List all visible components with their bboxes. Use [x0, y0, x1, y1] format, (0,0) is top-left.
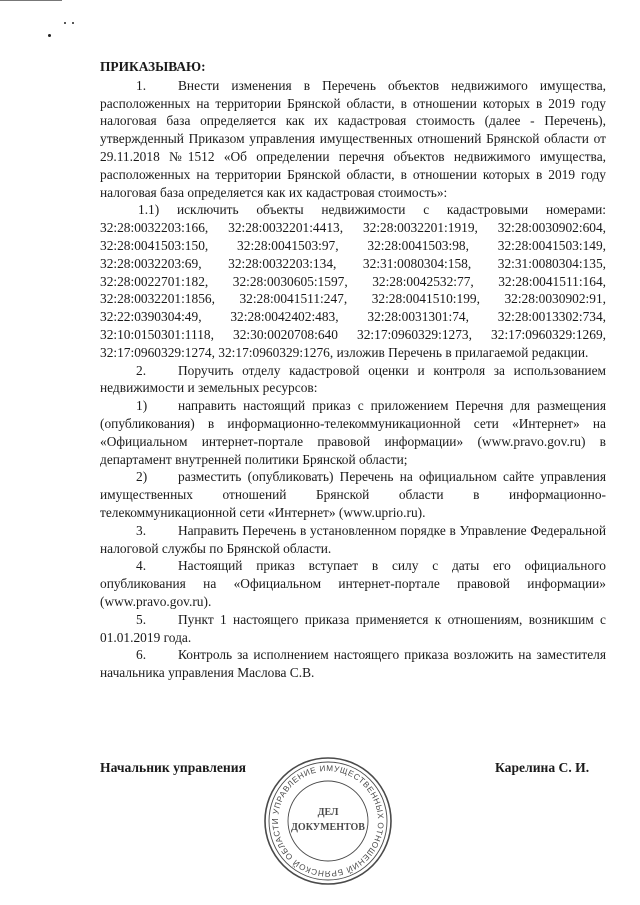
item-4 — [100, 557, 606, 610]
item-4-number: 4. — [136, 558, 147, 574]
order-body — [100, 58, 606, 682]
scan-speck — [72, 22, 74, 24]
stamp-center-line2: ДОКУМЕНТОВ — [291, 822, 365, 833]
item-1-1: 1.1) исключить объекты недвижимости с кадастровыми номерами: 32:28:0032203:166, 32:28:0032201:4413, 32:28:0032201:1919, 32:28:0030902:604, 32:28:0041503:150, 32:28:0041503:97, 32:28:0041503:98, 32:28:0041503:149, 32:28:0032203:69, 32:28:0032203:134, 32:31:0080304:158, 32:31:0080304:135, 32:28:0022701:182, 32:28:0030605:1597, 32:28:0042532:77, 32:28:0041511:164, 32:28:0032201:1856, 32:28:0041511:247, 32:28:0041510:199, 32:28:0030902:91, 32:22:0390304:49, 32:28:0042402:483, 32:28:0031301:74, 32:28:0013302:734, 32:10:0150301:1118, 32:30:0020708:640 32:17:0960329:1273, 32:17:0960329:1269, 32:17:0960329:1274, 32:17:0960329:1276, изложив Перечень в прилагаемой редакции. — [100, 202, 606, 360]
item-2-sub-2 — [100, 468, 606, 521]
signature-name: Карелина С. И. — [495, 760, 590, 775]
item-6-number: 6. — [136, 647, 147, 663]
item-1-number: 1. — [136, 77, 147, 93]
stamp-center-line1: ДЕЛ — [317, 807, 339, 818]
stamp-ring-text: УПРАВЛЕНИЕ ИМУЩЕСТВЕННЫХ ОТНОШЕНИЙ БРЯНСКОЙ ОБЛАСТИ — [270, 763, 386, 879]
item-3-text: Направить Перечень в установленном порядке в Управление Федеральной налоговой службы по Брянской области. — [100, 522, 606, 556]
order-heading: ПРИКАЗЫВАЮ: — [100, 59, 206, 74]
item-1-text: Внести изменения в Перечень объектов недвижимого имущества, расположенных на территории Брянской области, в отношении которых в 2019 году налоговая база определяется как их кадастровая стоимость (далее - Перечень), утвержденный Приказом управления имущественных отношений Брянской области от 29.11.2018 №1512 «Об определении перечня объектов недвижимого имущества, расположенных на территории Брянской области, в отношении которых в 2019 году налоговая база определяется как их кадастровая стоимость»: — [100, 77, 606, 200]
item-2-text: Поручить отделу кадастровой оценки и контроля за использованием недвижимости и земельных ресурсов: — [100, 362, 606, 396]
item-3-number: 3. — [136, 522, 147, 538]
item-5-text: Пункт 1 настоящего приказа применяется к отношениям, возникшим с 01.01.2019 года. — [100, 611, 606, 645]
scan-speck — [64, 22, 66, 24]
item-2 — [100, 362, 606, 398]
item-5 — [100, 611, 606, 647]
item-4-text: Настоящий приказ вступает в силу с даты его официального опубликования на «Официальном интернет-портале правовой информации» (www.pravo.gov.ru). — [100, 558, 606, 609]
item-6 — [100, 646, 606, 682]
signature-position: Начальник управления — [100, 760, 246, 775]
item-2-sub-2-text: разместить (опубликовать) Перечень на официальном сайте управления имущественных отношений Брянской области в информационно-телекоммуникационной сети «Интернет» (www.uprio.ru). — [100, 469, 606, 520]
item-2-sub-2-number: 2) — [136, 469, 148, 485]
item-3 — [100, 522, 606, 558]
item-6-text: Контроль за исполнением настоящего приказа возложить на заместителя начальника управления Маслова С.В. — [100, 647, 606, 681]
scan-edge-line — [0, 0, 62, 1]
item-5-number: 5. — [136, 611, 147, 627]
official-stamp — [262, 755, 394, 887]
scan-speck — [48, 34, 51, 37]
item-2-number: 2. — [136, 362, 147, 378]
item-2-sub-1-text: направить настоящий приказ с приложением Перечня для размещения (опубликования) в информационно-телекоммуникационной сети «Интернет» на «Официальном интернет-портале правовой информации» (www.pravo.gov.ru) в департамент внутренней политики Брянской области; — [100, 398, 606, 467]
item-1 — [100, 77, 606, 202]
item-2-sub-1-number: 1) — [136, 398, 148, 414]
item-2-sub-1 — [100, 397, 606, 468]
